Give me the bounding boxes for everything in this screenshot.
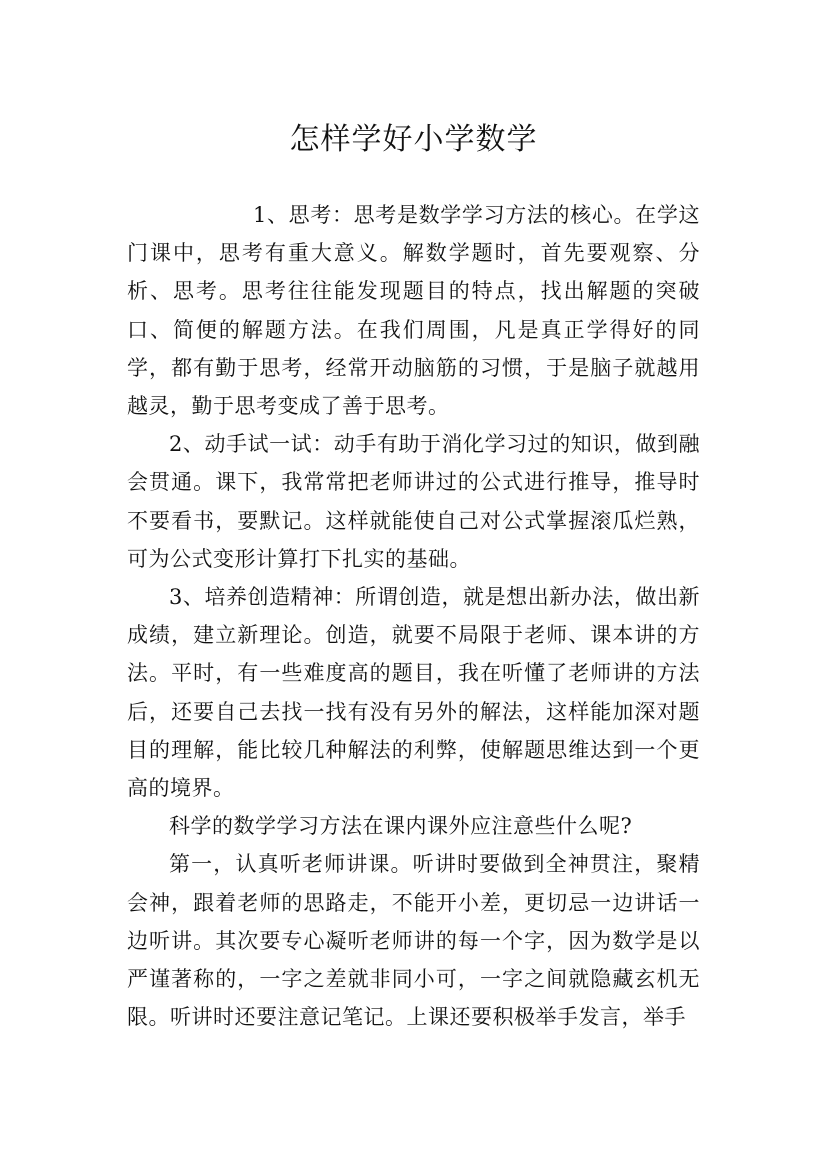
paragraph-listening: 第一，认真听老师讲课。听讲时要做到全神贯注，聚精会神，跟着老师的思路走，不能开小差，更切忌一边讲话一边听讲。其次要专心凝听老师讲的每一个字，因为数学是以严谨著称的，一字之差就非同小可，一字之间就隐藏玄机无限。听讲时还要注意记笔记。上课还要积极举手发言，举手 <box>127 852 700 1030</box>
paragraph-creativity: 3、培养创造精神：所谓创造，就是想出新办法，做出新成绩，建立新理论。创造，就要不局限于老师、课本讲的方法。平时，有一些难度高的题目，我在听懂了老师讲的方法后，还要自己去找一找有没有另外的解法，这样能加深对题目的理解，能比较几种解法的利弊，使解题思维达到一个更高的境界。 <box>127 585 700 801</box>
paragraph-question: 科学的数学学习方法在课内课外应注意些什么呢? <box>169 814 633 839</box>
page-title: 怎样学好小学数学 <box>289 122 538 158</box>
document-body <box>127 196 700 1036</box>
paragraph-hands-on: 2、动手试一试：动手有助于消化学习过的知识，做到融会贯通。课下，我常常把老师讲过的公式进行推导，推导时不要看书，要默记。这样就能使自己对公式掌握滚瓜烂熟，可为公式变形计算打下扎实的基础。 <box>127 432 700 571</box>
paragraph-thinking: 1、思考：思考是数学学习方法的核心。在学这门课中，思考有重大意义。解数学题时，首先要观察、分析、思考。思考往往能发现题目的特点，找出解题的突破口、简便的解题方法。在我们周围，凡是真正学得好的同学，都有勤于思考，经常开动脑筋的习惯，于是脑子就越用越灵，勤于思考变成了善于思考。 <box>127 203 700 419</box>
